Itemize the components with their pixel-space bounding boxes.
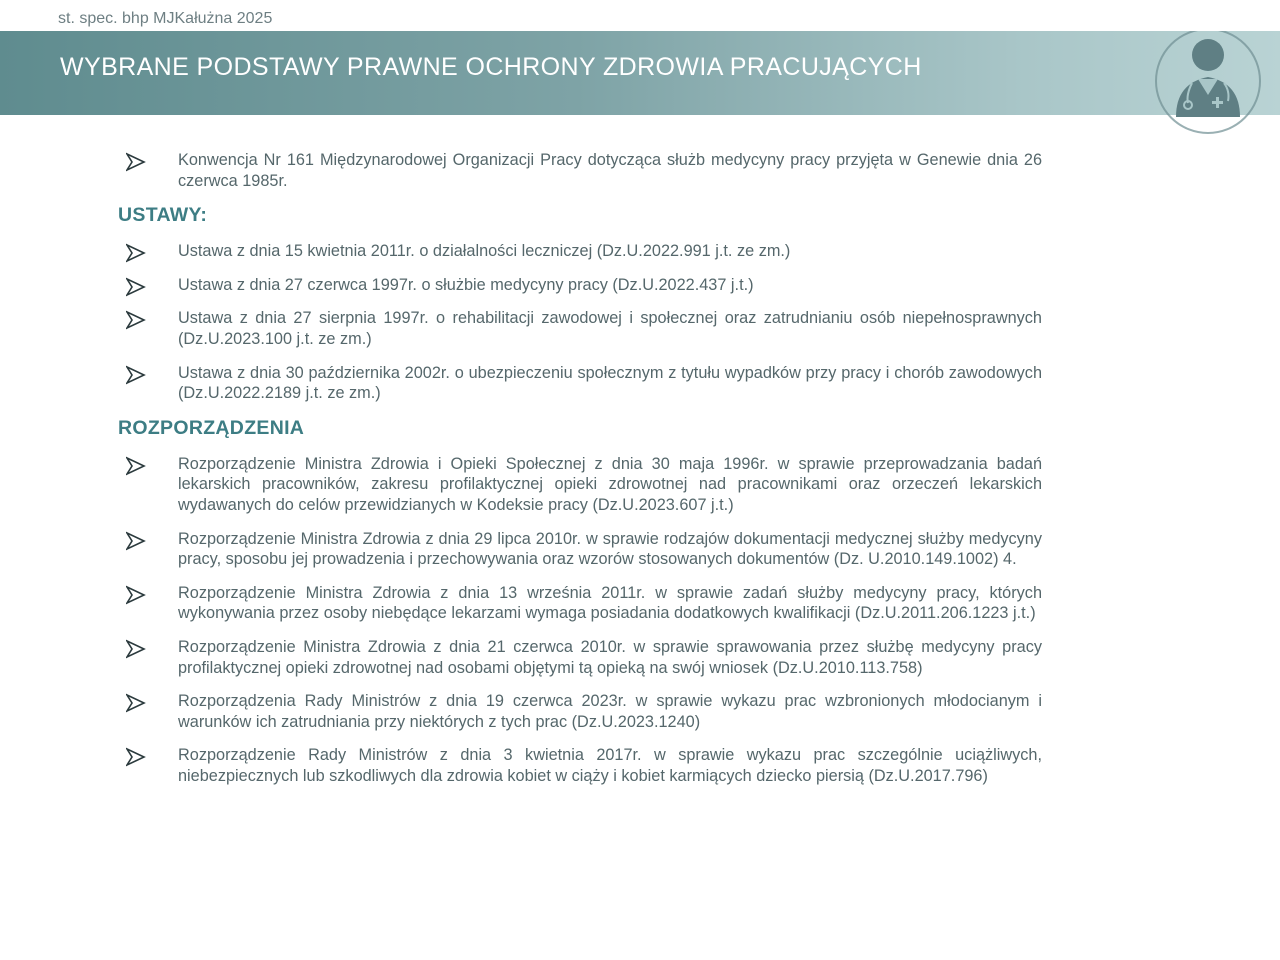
arrow-bullet-icon xyxy=(126,365,146,385)
item-text: Ustawa z dnia 27 sierpnia 1997r. o rehabilitacji zawodowej i społecznej oraz zatrudnianiu osób niepełnosprawnych (Dz.U.2023.100 j.t. ze zm.) xyxy=(178,309,1042,348)
list-item xyxy=(118,583,1042,624)
arrow-bullet-icon xyxy=(126,747,146,767)
list-item xyxy=(118,454,1042,516)
section-heading-rozporzadzenia: ROZPORZĄDZENIA xyxy=(118,416,305,439)
list-item xyxy=(118,363,1042,404)
arrow-bullet-icon xyxy=(126,310,146,330)
page-title: WYBRANE PODSTAWY PRAWNE OCHRONY ZDROWIA PRACUJĄCYCH xyxy=(60,53,922,81)
list-item xyxy=(118,745,1042,786)
list-item xyxy=(118,275,1042,296)
list-item xyxy=(118,529,1042,570)
legal-bases-list xyxy=(118,150,1042,799)
list-item xyxy=(118,308,1042,349)
item-text: Ustawa z dnia 30 października 2002r. o ubezpieczeniu społecznym z tytułu wypadków przy pracy i chorób zawodowych (Dz.U.2022.2189 j.t. ze zm.) xyxy=(178,363,1042,403)
arrow-bullet-icon xyxy=(126,531,146,551)
arrow-bullet-icon xyxy=(126,456,146,476)
arrow-bullet-icon xyxy=(126,585,146,605)
author-note: st. spec. bhp MJKałużna 2025 xyxy=(58,10,273,27)
item-text: Ustawa z dnia 27 czerwca 1997r. o służbie medycyny pracy (Dz.U.2022.437 j.t.) xyxy=(178,275,754,294)
list-item xyxy=(118,637,1042,678)
item-text: Rozporządzenie Ministra Zdrowia i Opieki Społecznej z dnia 30 maja 1996r. w sprawie przeprowadzania badań lekarskich pracowników, zakresu profilaktycznej opieki zdrowotnej nad pracownikami oraz orzeczeń lekarskich wydawanych do celów przewidzianych w Kodeksie pracy (Dz.U.2023.607 j.t.) xyxy=(178,454,1042,514)
title-banner xyxy=(0,31,1280,115)
item-text: Rozporządzenia Rady Ministrów z dnia 19 czerwca 2023r. w sprawie wykazu prac wzbronionych młodocianym i warunków ich zatrudniania przy niektórych z tych prac (Dz.U.2023.1240) xyxy=(178,692,1042,731)
arrow-bullet-icon xyxy=(126,152,146,172)
item-text: Rozporządzenie Ministra Zdrowia z dnia 13 września 2011r. w sprawie zadań służby medycyny pracy, których wykonywania przez osoby niebędące lekarzami wymaga posiadania dodatkowych kwalifikacji (Dz.U.2011.206.1223 j.t.) xyxy=(178,583,1042,623)
arrow-bullet-icon xyxy=(126,693,146,713)
item-text: Konwencja Nr 161 Międzynarodowej Organizacji Pracy dotycząca służb medycyny pracy przyjęta w Genewie dnia 26 czerwca 1985r. xyxy=(178,151,1042,190)
list-item xyxy=(118,150,1042,191)
item-text: Rozporządzenie Ministra Zdrowia z dnia 21 czerwca 2010r. w sprawie sprawowania przez służbę medycyny pracy profilaktycznej opieki zdrowotnej nad osobami objętymi tą opieką na swój wniosek (Dz.U.2010.113.758) xyxy=(178,637,1042,677)
item-text: Ustawa z dnia 15 kwietnia 2011r. o działalności leczniczej (Dz.U.2022.991 j.t. ze zm.) xyxy=(178,242,791,261)
item-text: Rozporządzenie Rady Ministrów z dnia 3 kwietnia 2017r. w sprawie wykazu prac szczególnie uciążliwych, niebezpiecznych lub szkodliwych dla zdrowia kobiet w ciąży i kobiet karmiących dziecko piersią (Dz.U.2017.796) xyxy=(178,746,1042,785)
section-heading-ustawy: USTAWY: xyxy=(118,204,208,227)
arrow-bullet-icon xyxy=(126,639,146,659)
arrow-bullet-icon xyxy=(126,277,146,297)
arrow-bullet-icon xyxy=(126,243,146,263)
item-text: Rozporządzenie Ministra Zdrowia z dnia 29 lipca 2010r. w sprawie rodzajów dokumentacji medycznej służby medycyny pracy, sposobu jej prowadzenia i przechowywania oraz wzorów stosowanych dokumentów (Dz. U.2010.149.1002) 4. xyxy=(178,529,1042,569)
list-item xyxy=(118,691,1042,732)
list-item xyxy=(118,241,1042,262)
doctor-icon xyxy=(1152,31,1264,143)
